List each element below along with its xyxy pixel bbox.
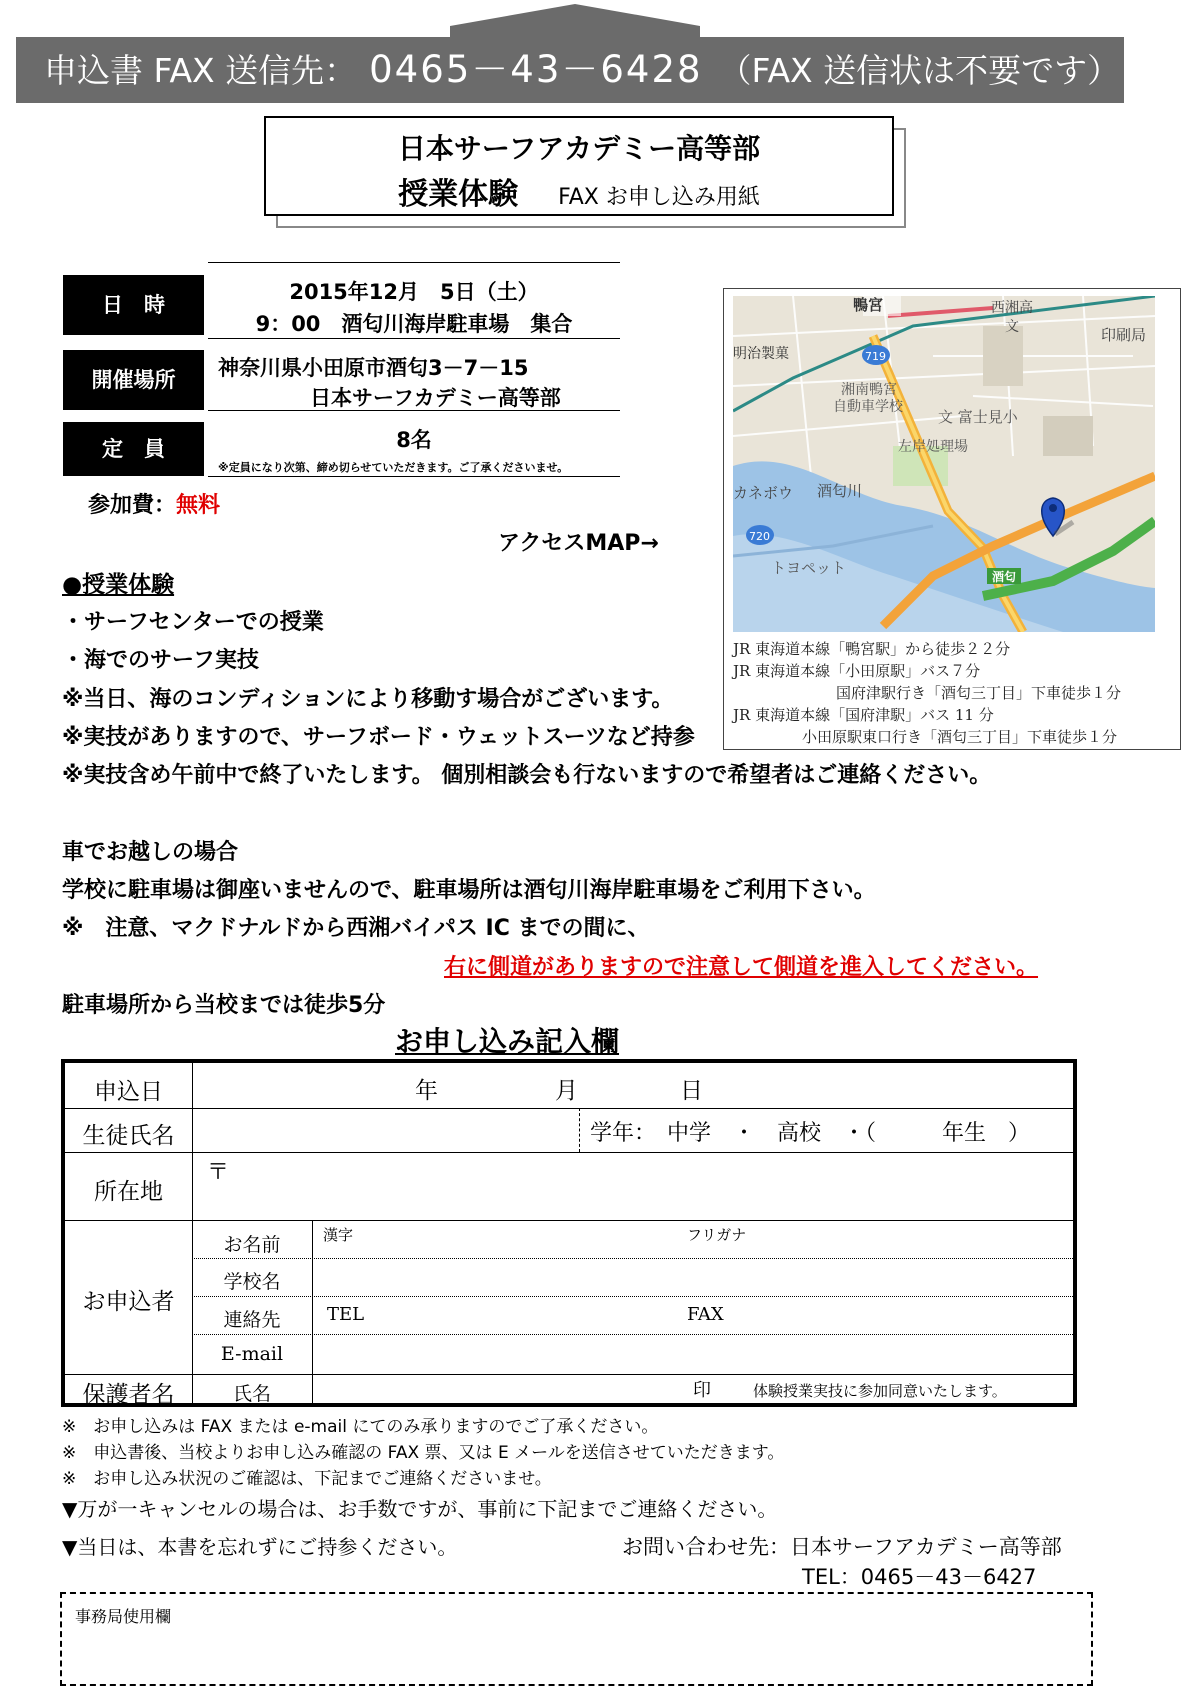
office-use-label: 事務局使用欄 [75,1607,172,1626]
access-map[interactable] [733,296,1155,632]
grade-field[interactable]: 学年： 中学 ・ 高校 ・（ 年生 ） [590,1121,1031,1146]
note-3: ※ お申し込み状況のご確認は、下記までご連絡くださいませ。 [62,1469,552,1489]
application-form [61,1059,1077,1407]
applicant-label: お申込者 [82,1289,175,1315]
form-title-main: 授業体験 [398,177,519,212]
map-shonan: 湘南鴨宮 [841,382,897,398]
guardian-label: 保護者名 [82,1382,175,1408]
map-sakawa-station: 酒匂 [992,570,1017,584]
car-heading: 車でお越しの場合 [62,840,239,865]
student-name-input[interactable] [193,1109,577,1152]
capacity-value: 8名 [396,428,432,452]
email-label: E-mail [220,1343,284,1365]
apply-date-input[interactable] [193,1063,1073,1108]
year-label: 年 [415,1078,438,1104]
school-name-input[interactable] [313,1259,1073,1296]
car-parking-info: 学校に駐車場は御座いませんので、駐車場所は酒匂川海岸駐車場をご利用下さい。 [62,878,876,903]
fee-label: 参加費： [88,493,177,518]
tel-label: TEL [327,1304,365,1325]
fee-value: 無料 [176,493,221,518]
map-graphic [733,296,1155,632]
note-2: ※ 申込書後、当校よりお申し込み確認の FAX 票、又は E メールを送信させていただきます。 [62,1443,785,1463]
walk-time: 駐車場所から当校までは徒歩5分 [62,993,386,1018]
office-use-box [60,1592,1093,1686]
cancel-note: ▼万が一キャンセルの場合は、お手数ですが、事前に下記までご連絡ください。 [62,1497,778,1521]
lesson-item-1: ・サーフセンターでの授業 [62,610,324,635]
fax-number: 0465－43－6428 [369,48,703,91]
contact-label: 連絡先 [223,1309,281,1331]
student-name-label: 生徒氏名 [82,1123,175,1149]
event-date: 2015年12月 5日（土） [289,280,539,304]
map-kamonomiya: 鴨宮 [853,296,884,314]
capacity-note: ※定員になり次第、締め切らせていただきます。ご了承くださいませ。 [218,461,569,474]
bring-note: ▼当日は、本書を忘れずにご持参ください。 [62,1535,458,1559]
car-warning: 右に側道がありますので注意して側道を進入してください。 [444,955,1039,980]
fax-label: FAX [687,1304,724,1325]
day-label: 日 [680,1078,703,1104]
map-nishishoko: 西湘高 [991,300,1033,316]
map-route-719: 719 [865,350,886,363]
month-label: 月 [555,1078,578,1104]
event-time-place: 9：00 酒匂川海岸駐車場 集合 [255,312,573,336]
school-name-label: 学校名 [223,1271,281,1293]
furigana-label: フリガナ [687,1226,747,1244]
map-school-mark: 文 [1005,319,1019,335]
school-title: 日本サーフアカデミー高等部 [397,132,761,165]
lesson-item-4: ※実技がありますので、サーフボード・ウェットスーツなど持参 [62,725,695,750]
form-title [266,169,892,213]
divider [208,410,620,411]
access-caption-5: 小田原駅東口行き「酒匂三丁目」下車徒歩１分 [802,728,1118,746]
lesson-item-2: ・海でのサーフ実技 [62,648,259,673]
form-title-sub: FAX お申し込み用紙 [558,185,760,210]
map-kanebo: カネボウ [733,484,794,502]
access-caption-4: JR 東海道本線「国府津駅」バス 11 分 [733,706,994,724]
contact-tel: TEL：0465－43－6427 [802,1565,1037,1589]
contact-info: お問い合わせ先：日本サーフアカデミー高等部 [622,1535,1062,1559]
map-meiji: 明治製菓 [733,346,789,362]
map-toyopet: トヨペット [771,559,847,577]
datetime-label: 日 時 [63,275,204,335]
map-fujimi: 文 富士見小 [938,408,1018,426]
venue-address: 神奈川県小田原市酒匂3－7－15 [218,356,529,380]
lesson-item-5: ※実技含め午前中で終了いたします。 個別相談会も行ないますので希望者はご連絡ください。 [62,763,992,788]
contact-input[interactable] [313,1297,1073,1334]
lesson-item-3: ※当日、海のコンディションにより移動す場合がございます。 [62,687,674,712]
address-input[interactable] [193,1153,1073,1220]
map-sakawa-river: 酒匂川 [817,482,863,500]
fee [88,488,220,519]
fax-banner-note: （FAX 送信状は不要です） [718,51,1121,90]
apply-date-label: 申込日 [94,1079,163,1105]
map-route-720: 720 [749,530,770,543]
fax-banner-label: 申込書 FAX 送信先： [44,51,358,90]
map-sagan: 左岸処理場 [898,439,968,455]
capacity-label: 定 員 [63,422,204,476]
map-jidosha: 自動車学校 [833,399,903,415]
divider [208,338,620,339]
venue-name: 日本サーフカデミー高等部 [310,386,561,410]
note-1: ※ お申し込みは FAX または e-mail にてのみ承りますのでご了承ください。 [62,1417,659,1437]
access-caption-3: 国府津駅行き「酒匂三丁目」下車徒歩１分 [836,684,1122,702]
venue-label: 開催場所 [63,350,204,410]
access-caption-1: JR 東海道本線「鴨宮駅」から徒歩２２分 [733,640,1011,658]
access-caption-2: JR 東海道本線「小田原駅」バス７分 [733,662,981,680]
divider [579,1108,580,1152]
kanji-label: 漢字 [323,1226,354,1244]
form-heading: お申し込み記入欄 [395,1025,620,1058]
map-insatsu: 印刷局 [1101,326,1147,344]
title-box [264,116,894,216]
access-map-label: アクセスMAP→ [498,531,659,556]
car-caution: ※ 注意、マクドナルドから西湘バイパス IC までの間に、 [62,916,650,941]
consent-text: 体験授業実技に参加同意いたします。 [753,1382,1007,1400]
upward-arrow-icon [450,4,700,26]
divider [208,476,620,477]
guardian-name-label: 氏名 [232,1383,271,1405]
seal-mark: 印 [693,1380,711,1401]
fax-destination-banner [16,37,1124,103]
name-label: お名前 [223,1234,281,1256]
applicant-name-input[interactable] [313,1221,1073,1258]
divider [208,262,620,263]
lesson-heading: ●授業体験 [62,572,175,598]
address-label: 所在地 [94,1179,163,1205]
postal-mark: 〒 [207,1160,230,1185]
email-input[interactable] [313,1335,1073,1374]
